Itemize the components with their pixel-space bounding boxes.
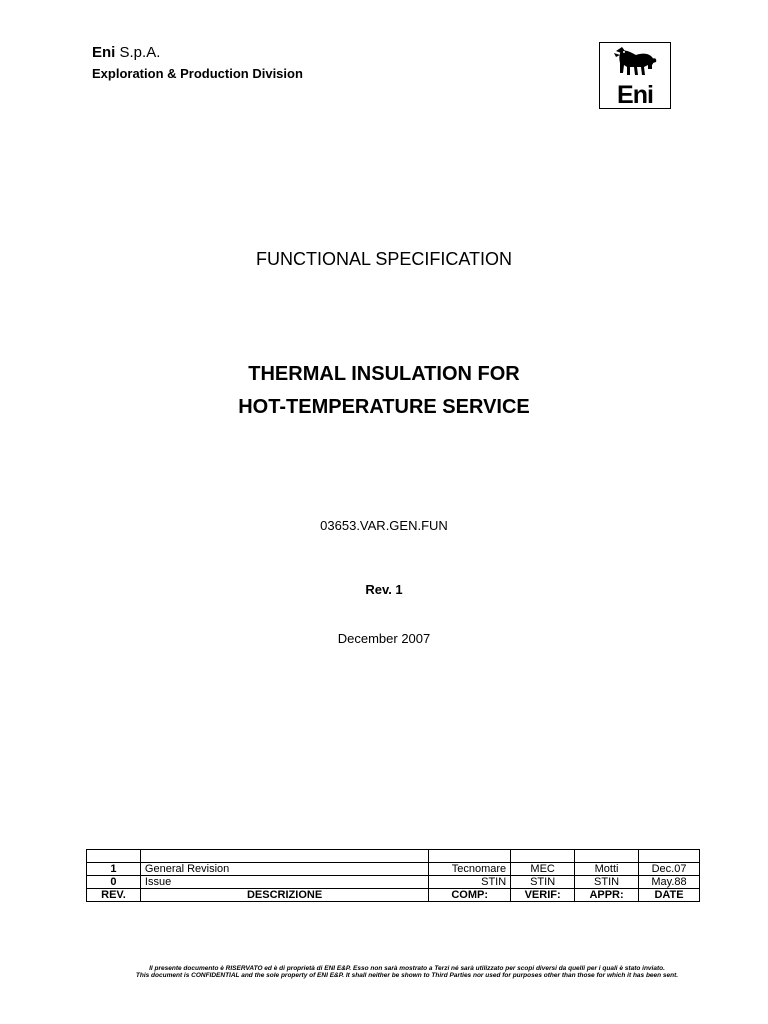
- division-name: Exploration & Production Division: [92, 66, 303, 81]
- rev-cell: 1: [87, 863, 141, 876]
- table-row: [87, 863, 700, 876]
- document-type: FUNCTIONAL SPECIFICATION: [255, 249, 513, 269]
- table-row: [87, 876, 700, 889]
- company-name-bold: Eni: [92, 44, 116, 61]
- appr-cell: [575, 850, 639, 863]
- confidentiality-note-it: Il presente documento è RISERVATO ed è di proprietà di ENI E&P. Esso non sarà mostrato a Terzi né sarà utilizzato per scopi diversi da quelli per i quali è stato inviato.: [149, 965, 665, 972]
- date-cell: Dec.07: [639, 863, 700, 876]
- company-name-suffix: S.p.A.: [115, 44, 161, 61]
- revision-table: [86, 849, 700, 902]
- confidentiality-note-en: This document is CONFIDENTIAL and the sole property of ENI E&P. It shall neither be shown to Third Parties nor used for purposes other than those for which it has been sent.: [135, 972, 679, 979]
- appr-cell: Motti: [575, 863, 639, 876]
- header-description: DESCRIZIONE: [140, 889, 428, 902]
- table-header-row: [87, 889, 700, 902]
- description-cell: Issue: [140, 876, 428, 889]
- document-title-line2: HOT-TEMPERATURE SERVICE: [238, 396, 530, 418]
- date-cell: May.88: [639, 876, 700, 889]
- document-title-line1: THERMAL INSULATION FOR: [248, 363, 520, 385]
- header-date: DATE: [639, 889, 700, 902]
- company-name: [92, 44, 160, 62]
- header-verif: VERIF:: [511, 889, 575, 902]
- description-cell: [140, 850, 428, 863]
- verif-cell: MEC: [511, 863, 575, 876]
- appr-cell: STIN: [575, 876, 639, 889]
- revision-label: Rev. 1: [365, 582, 403, 597]
- comp-cell: Tecnomare: [429, 863, 511, 876]
- logo-text: Eni: [617, 81, 653, 109]
- verif-cell: [511, 850, 575, 863]
- header-appr: APPR:: [575, 889, 639, 902]
- date-cell: [639, 850, 700, 863]
- rev-cell: 0: [87, 876, 141, 889]
- verif-cell: STIN: [511, 876, 575, 889]
- document-date: December 2007: [337, 631, 431, 646]
- comp-cell: STIN: [429, 876, 511, 889]
- description-cell: General Revision: [140, 863, 428, 876]
- rev-cell: [87, 850, 141, 863]
- comp-cell: [429, 850, 511, 863]
- header-rev: REV.: [87, 889, 141, 902]
- eni-logo: [599, 42, 671, 109]
- table-row: [87, 850, 700, 863]
- document-code: 03653.VAR.GEN.FUN: [320, 518, 448, 533]
- header-comp: COMP:: [429, 889, 511, 902]
- six-legged-dog-icon: [612, 45, 658, 81]
